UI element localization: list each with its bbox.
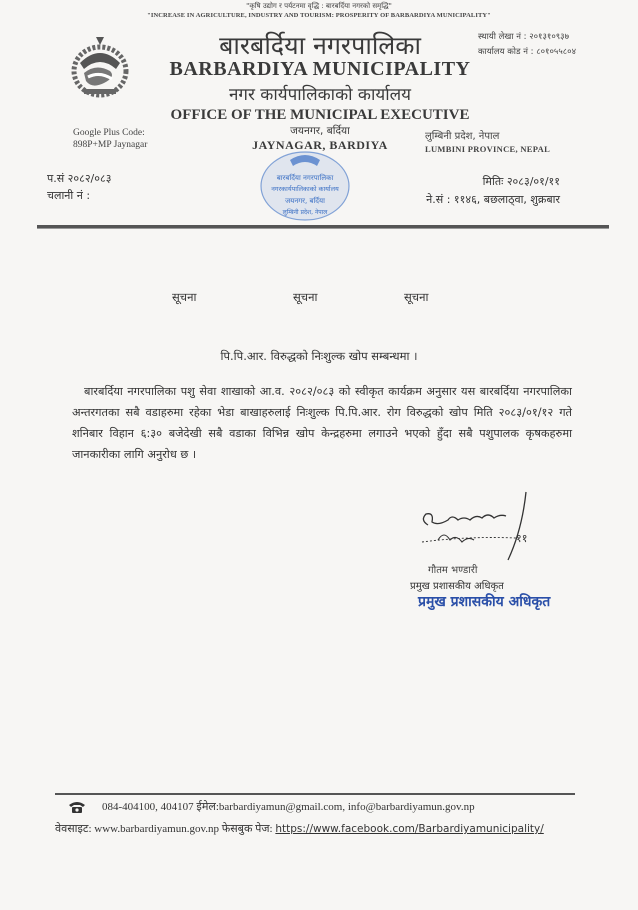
notice-body: बारबर्दिया नगरपालिका पशु सेवा शाखाको आ.व. २०८२/०८३ को स्वीकृत कार्यक्रम अनुसार यस बारबर्दिया नगरपालिका अन्तरगतका सबै वडाहरुमा रहेका भेडा बाखाहरुलाई निःशुल्क पि.पि.आर. रोग विरुद्धको खोप मिति २०८३/०१/१२ गते शनिबार विहान ६:३० बजेदेखी सबै वडाका विभिन्न खोप केन्द्रहरुमा लगाउने भएको हुँदा सबै पशुपालक कृषकहरुमा जानकारीका लागि अनुरोध छ ।: [72, 385, 572, 461]
signatory-name: गौतम भण्डारी: [428, 565, 478, 576]
plus-code-label: Google Plus Code:: [73, 128, 145, 138]
plus-code: [73, 127, 147, 151]
nepal-sambat-date: ने.सं : ११४६, बछलाठ्वा, शुक्रबार: [426, 193, 560, 206]
registration-info: [478, 30, 576, 60]
signatory-title: प्रमुख प्रशासकीय अधिकृत: [410, 581, 504, 592]
notice-heading-3: सूचना: [404, 290, 429, 304]
office-title-nepali: नगर कार्यपालिकाको कार्यालय: [228, 85, 412, 105]
pan-value: : २०१३१०९३७: [523, 32, 570, 42]
fiscal-year: प.सं २०८२/०८३: [47, 172, 112, 185]
signatory-title-stamp: प्रमुख प्रशासकीय अधिकृत: [418, 594, 551, 610]
nepal-emblem-icon: [66, 33, 134, 101]
notice-subject: पि.पि.आर. विरुद्धको निःशुल्क खोप सम्बन्धमा ।: [220, 349, 418, 363]
telephone-icon: [68, 800, 86, 814]
office-code-value: : ८०१०५५८०४: [530, 47, 577, 57]
footer-web: [55, 821, 544, 836]
pan-label: स्थायी लेखा नं: [478, 32, 521, 42]
dispatch-number: चलानी नं :: [47, 189, 91, 202]
stamp-line-1: बारबर्दिया नगरपालिका: [276, 174, 334, 182]
address-english: JAYNAGAR, BARDIYA: [252, 138, 388, 152]
footer-contact: [68, 799, 475, 814]
address-nepali: जयनगर, बर्दिया: [290, 125, 350, 137]
notice-heading-2: सूचना: [293, 290, 318, 304]
stamp-line-3: जयनगर, बर्दिया: [285, 197, 325, 205]
header-divider: [37, 225, 609, 229]
office-code-label: कार्यालय कोड नं: [478, 47, 528, 57]
date-block: [380, 173, 560, 209]
office-stamp: [255, 150, 355, 222]
office-title-english: OFFICE OF THE MUNICIPAL EXECUTIVE: [170, 107, 470, 123]
contact-text: 084-404100, 404107 ईमेल:barbardiyamun@gmail.com, info@barbardiyamun.gov.np: [102, 801, 475, 813]
motto-nepali: "कृषि उद्योग र पर्यटनमा वृद्धि : बारबर्दिया नगरको समृद्धि": [246, 2, 392, 10]
notice-heading-1: सूचना: [172, 290, 197, 304]
province: [425, 130, 550, 156]
municipality-title-nepali: बारबर्दिया नगरपालिका: [219, 31, 421, 60]
stamp-line-2: नगरकार्यपालिकाको कार्यालय: [271, 185, 339, 193]
address: [230, 124, 410, 153]
province-english: LUMBINI PROVINCE, NEPAL: [425, 144, 551, 154]
footer-divider: [55, 793, 575, 795]
plus-code-value: 898P+MP Jaynagar: [73, 140, 148, 150]
reference-block: [47, 170, 111, 204]
stamp-line-4: लुम्बिनी प्रदेश, नेपाल: [282, 209, 328, 216]
facebook-link[interactable]: https://www.facebook.com/Barbardiyamunicipality/: [275, 823, 544, 835]
motto-english: "INCREASE IN AGRICULTURE, INDUSTRY AND TOURISM: PROSPERITY OF BARBARDIYA MUNICIPALITY": [147, 12, 491, 19]
date: मितिः २०८३/०१/११: [482, 175, 560, 188]
municipality-title-english: BARBARDIYA MUNICIPALITY: [169, 58, 471, 80]
website-label: वेवसाइट: www.barbardiyamun.gov.np फेसबुक पेज:: [55, 823, 273, 835]
province-nepali: लुम्बिनी प्रदेश, नेपाल: [425, 131, 500, 142]
signature-date: ११: [516, 532, 528, 545]
